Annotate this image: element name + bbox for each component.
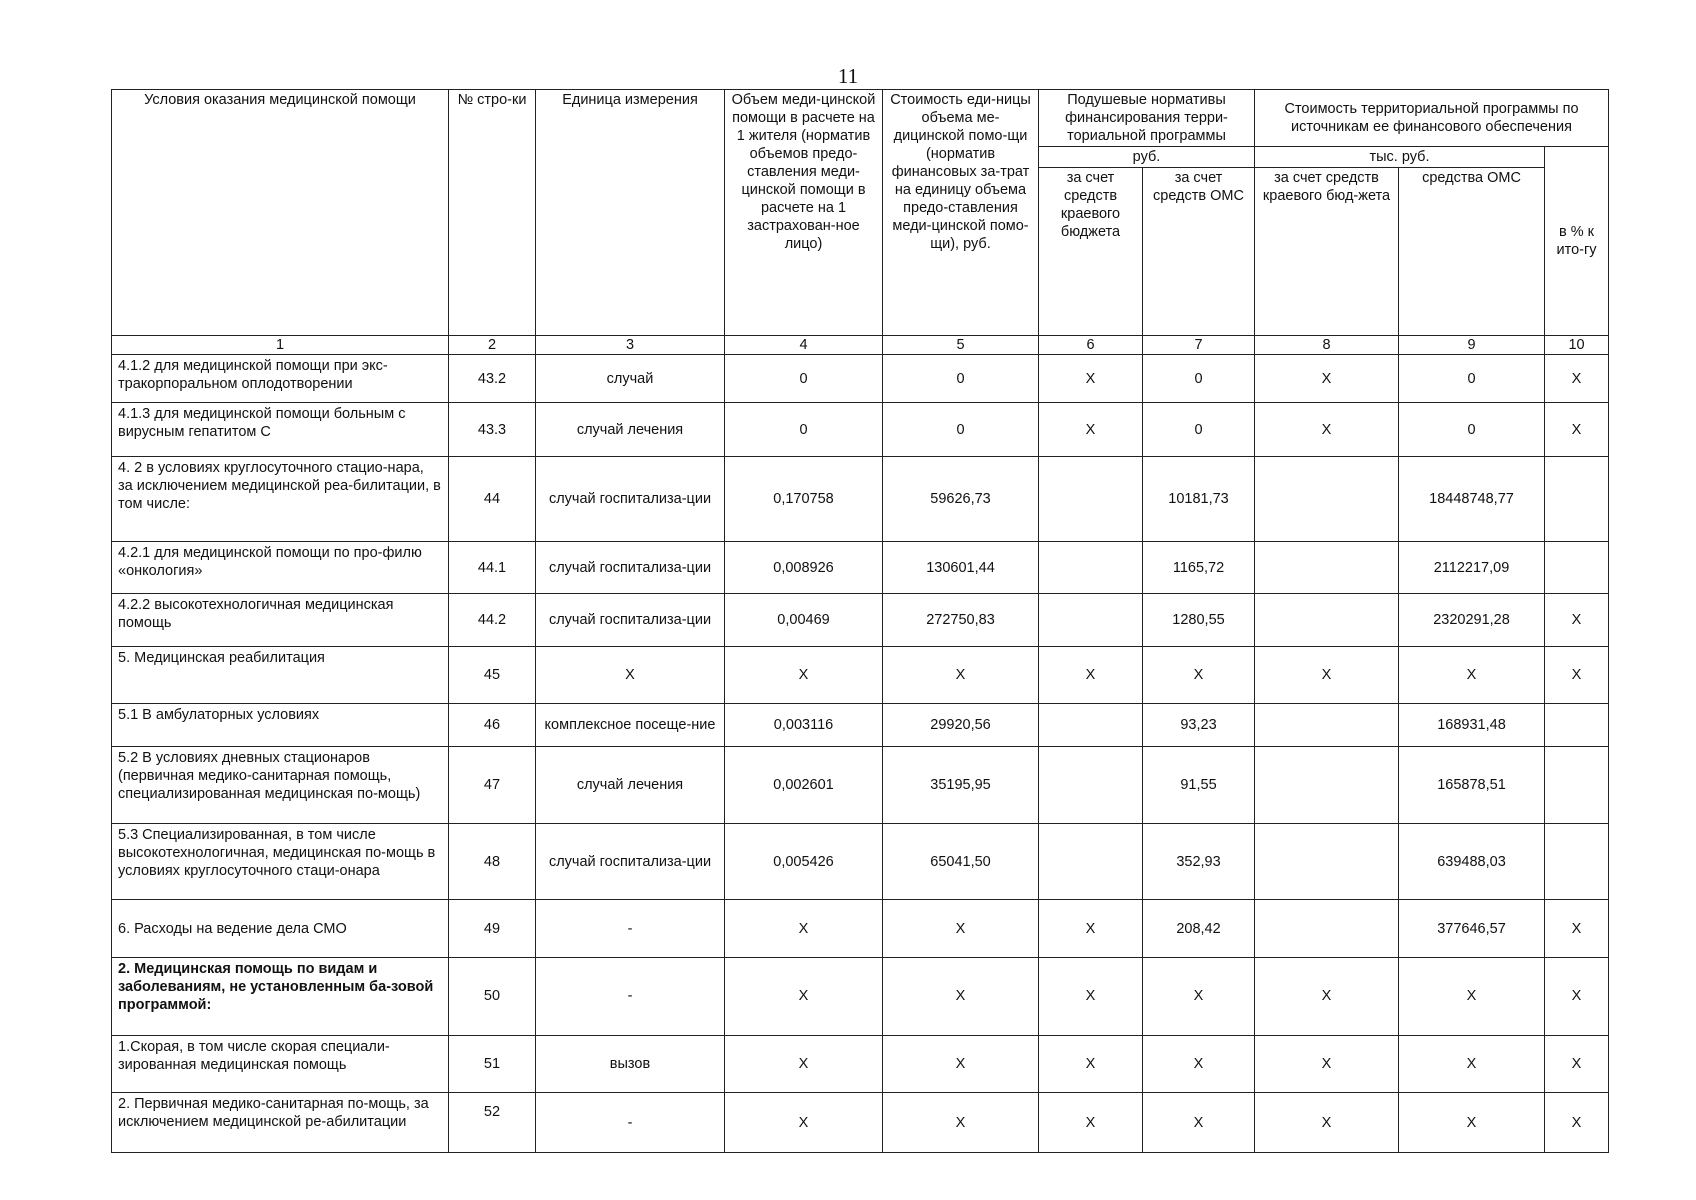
header-thous-rub: тыс. руб. xyxy=(1255,147,1545,168)
percent-cell xyxy=(1545,541,1609,594)
header-oms-funds: за счет средств ОМС xyxy=(1143,168,1255,336)
condition-cell: 5.2 В условиях дневных стационаров (первичная медико-санитарная помощь, специализированная медицинская по-мощь) xyxy=(112,746,449,823)
cost-cell: Х xyxy=(883,957,1039,1035)
regional-budget-rub-cell xyxy=(1039,541,1143,594)
column-number: 5 xyxy=(883,336,1039,355)
oms-rub-cell: 352,93 xyxy=(1143,823,1255,900)
table-row xyxy=(112,541,1609,594)
cost-cell: Х xyxy=(883,1035,1039,1093)
header-per-capita: Подушевые нормативы финансирования терри-ториальной программы xyxy=(1039,90,1255,147)
regional-budget-rub-cell: Х xyxy=(1039,1035,1143,1093)
percent-cell: Х xyxy=(1545,1035,1609,1093)
column-number: 4 xyxy=(725,336,883,355)
cost-cell: 59626,73 xyxy=(883,457,1039,542)
condition-cell: 4.2.1 для медицинской помощи по про-филю «онкология» xyxy=(112,541,449,594)
regional-budget-rub-cell: Х xyxy=(1039,403,1143,457)
header-regional-budget-thous: за счет средств краевого бюд-жета xyxy=(1255,168,1399,336)
regional-budget-thous-cell xyxy=(1255,541,1399,594)
cost-cell: Х xyxy=(883,1093,1039,1153)
column-number: 7 xyxy=(1143,336,1255,355)
oms-thous-cell: 0 xyxy=(1399,355,1545,403)
volume-cell: 0,002601 xyxy=(725,746,883,823)
header-unit: Единица измерения xyxy=(536,90,725,336)
volume-cell: Х xyxy=(725,646,883,704)
unit-cell: случай лечения xyxy=(536,403,725,457)
oms-rub-cell: 208,42 xyxy=(1143,900,1255,958)
percent-cell: Х xyxy=(1545,900,1609,958)
oms-rub-cell: Х xyxy=(1143,646,1255,704)
unit-cell: Х xyxy=(536,646,725,704)
unit-cell: случай лечения xyxy=(536,746,725,823)
regional-budget-thous-cell: Х xyxy=(1255,957,1399,1035)
table-row xyxy=(112,457,1609,542)
table-row xyxy=(112,823,1609,900)
oms-rub-cell: 10181,73 xyxy=(1143,457,1255,542)
oms-rub-cell: 91,55 xyxy=(1143,746,1255,823)
cost-cell: 35195,95 xyxy=(883,746,1039,823)
unit-cell: случай госпитализа-ции xyxy=(536,823,725,900)
cost-cell: Х xyxy=(883,900,1039,958)
regional-budget-rub-cell xyxy=(1039,704,1143,746)
cost-cell: Х xyxy=(883,646,1039,704)
oms-thous-cell: 639488,03 xyxy=(1399,823,1545,900)
condition-cell: 6. Расходы на ведение дела СМО xyxy=(112,900,449,958)
volume-cell: 0,008926 xyxy=(725,541,883,594)
condition-cell: 2. Первичная медико-санитарная по-мощь, за исключением медицинской ре-абилитации xyxy=(112,1093,449,1153)
condition-cell: 4. 2 в условиях круглосуточного стацио-нара, за исключением медицинской реа-билитации, в том числе: xyxy=(112,457,449,542)
regional-budget-thous-cell: Х xyxy=(1255,646,1399,704)
row-number-cell: 46 xyxy=(449,704,536,746)
table-row xyxy=(112,403,1609,457)
regional-budget-rub-cell: Х xyxy=(1039,1093,1143,1153)
header-conditions: Условия оказания медицинской помощи xyxy=(112,90,449,336)
regional-budget-thous-cell xyxy=(1255,594,1399,647)
table-row xyxy=(112,1035,1609,1093)
oms-thous-cell: 2320291,28 xyxy=(1399,594,1545,647)
percent-cell: Х xyxy=(1545,403,1609,457)
unit-cell: комплексное посеще-ние xyxy=(536,704,725,746)
oms-rub-cell: Х xyxy=(1143,1035,1255,1093)
oms-thous-cell: 377646,57 xyxy=(1399,900,1545,958)
regional-budget-rub-cell: Х xyxy=(1039,355,1143,403)
column-number: 2 xyxy=(449,336,536,355)
header-percent-total: в % к ито-гу xyxy=(1545,147,1609,336)
column-numbers-row xyxy=(112,336,1609,355)
unit-cell: случай госпитализа-ции xyxy=(536,594,725,647)
header-cost: Стоимость еди-ницы объема ме-дицинской помо-щи (норматив финансовых за-трат на единицу объема предо-ставления меди-цинской помо-щи), руб. xyxy=(883,90,1039,336)
regional-budget-thous-cell xyxy=(1255,900,1399,958)
cost-cell: 29920,56 xyxy=(883,704,1039,746)
regional-budget-rub-cell xyxy=(1039,457,1143,542)
oms-thous-cell: Х xyxy=(1399,957,1545,1035)
percent-cell: Х xyxy=(1545,355,1609,403)
volume-cell: 0,170758 xyxy=(725,457,883,542)
regional-budget-thous-cell: Х xyxy=(1255,1035,1399,1093)
program-cost-table xyxy=(111,89,1609,1153)
oms-thous-cell: Х xyxy=(1399,1093,1545,1153)
regional-budget-thous-cell xyxy=(1255,704,1399,746)
column-number: 10 xyxy=(1545,336,1609,355)
condition-cell: 5.3 Специализированная, в том числе высокотехнологичная, медицинская по-мощь в условиях круглосуточного стаци-онара xyxy=(112,823,449,900)
unit-cell: - xyxy=(536,1093,725,1153)
regional-budget-thous-cell: Х xyxy=(1255,355,1399,403)
condition-cell: 5.1 В амбулаторных условиях xyxy=(112,704,449,746)
row-number-cell: 50 xyxy=(449,957,536,1035)
oms-thous-cell: 165878,51 xyxy=(1399,746,1545,823)
row-number-cell: 43.3 xyxy=(449,403,536,457)
header-regional-budget: за счет средств краевого бюджета xyxy=(1039,168,1143,336)
regional-budget-rub-cell xyxy=(1039,823,1143,900)
header-oms-funds-thous: средства ОМС xyxy=(1399,168,1545,336)
percent-cell xyxy=(1545,457,1609,542)
table-row xyxy=(112,900,1609,958)
table-row xyxy=(112,957,1609,1035)
unit-cell: случай xyxy=(536,355,725,403)
table-row xyxy=(112,746,1609,823)
volume-cell: 0 xyxy=(725,355,883,403)
condition-cell: 4.2.2 высокотехнологичная медицинская помощь xyxy=(112,594,449,647)
row-number-cell: 44.2 xyxy=(449,594,536,647)
condition-cell: 5. Медицинская реабилитация xyxy=(112,646,449,704)
cost-cell: 0 xyxy=(883,355,1039,403)
condition-cell: 4.1.3 для медицинской помощи больным с вирусным гепатитом С xyxy=(112,403,449,457)
cost-cell: 272750,83 xyxy=(883,594,1039,647)
percent-cell: Х xyxy=(1545,957,1609,1035)
table-row xyxy=(112,646,1609,704)
condition-cell: 4.1.2 для медицинской помощи при экс-тракорпоральном оплодотворении xyxy=(112,355,449,403)
table-row xyxy=(112,594,1609,647)
cost-cell: 65041,50 xyxy=(883,823,1039,900)
oms-rub-cell: 0 xyxy=(1143,355,1255,403)
column-number: 8 xyxy=(1255,336,1399,355)
row-number-cell: 43.2 xyxy=(449,355,536,403)
oms-thous-cell: 18448748,77 xyxy=(1399,457,1545,542)
column-number: 3 xyxy=(536,336,725,355)
table-row xyxy=(112,1093,1609,1153)
row-number-cell: 44 xyxy=(449,457,536,542)
condition-cell: 2. Медицинская помощь по видам и заболеваниям, не установленным ба-зовой программой: xyxy=(112,957,449,1035)
regional-budget-rub-cell: Х xyxy=(1039,900,1143,958)
header-rub: руб. xyxy=(1039,147,1255,168)
percent-cell: Х xyxy=(1545,1093,1609,1153)
volume-cell: 0,00469 xyxy=(725,594,883,647)
row-number-cell: 47 xyxy=(449,746,536,823)
oms-rub-cell: 1165,72 xyxy=(1143,541,1255,594)
regional-budget-thous-cell: Х xyxy=(1255,1093,1399,1153)
regional-budget-thous-cell xyxy=(1255,746,1399,823)
table-row xyxy=(112,704,1609,746)
unit-cell: случай госпитализа-ции xyxy=(536,457,725,542)
oms-rub-cell: 93,23 xyxy=(1143,704,1255,746)
regional-budget-thous-cell xyxy=(1255,823,1399,900)
volume-cell: Х xyxy=(725,1035,883,1093)
volume-cell: 0,005426 xyxy=(725,823,883,900)
header-program-cost: Стоимость территориальной программы по источникам ее финансового обеспечения xyxy=(1255,90,1609,147)
unit-cell: - xyxy=(536,900,725,958)
volume-cell: Х xyxy=(725,957,883,1035)
oms-thous-cell: Х xyxy=(1399,646,1545,704)
oms-thous-cell: 168931,48 xyxy=(1399,704,1545,746)
condition-cell: 1.Скорая, в том числе скорая специали-зированная медицинская помощь xyxy=(112,1035,449,1093)
regional-budget-rub-cell xyxy=(1039,746,1143,823)
regional-budget-thous-cell: Х xyxy=(1255,403,1399,457)
percent-cell xyxy=(1545,746,1609,823)
volume-cell: Х xyxy=(725,900,883,958)
row-number-cell: 49 xyxy=(449,900,536,958)
regional-budget-thous-cell xyxy=(1255,457,1399,542)
oms-thous-cell: 2112217,09 xyxy=(1399,541,1545,594)
regional-budget-rub-cell: Х xyxy=(1039,646,1143,704)
column-number: 1 xyxy=(112,336,449,355)
percent-cell xyxy=(1545,823,1609,900)
percent-cell: Х xyxy=(1545,594,1609,647)
row-number-cell: 44.1 xyxy=(449,541,536,594)
volume-cell: 0,003116 xyxy=(725,704,883,746)
header-row-no: № стро-ки xyxy=(449,90,536,336)
regional-budget-rub-cell xyxy=(1039,594,1143,647)
volume-cell: 0 xyxy=(725,403,883,457)
unit-cell: вызов xyxy=(536,1035,725,1093)
percent-cell xyxy=(1545,704,1609,746)
column-number: 9 xyxy=(1399,336,1545,355)
row-number-cell: 52 xyxy=(449,1093,536,1153)
volume-cell: Х xyxy=(725,1093,883,1153)
oms-rub-cell: 1280,55 xyxy=(1143,594,1255,647)
percent-cell: Х xyxy=(1545,646,1609,704)
oms-rub-cell: 0 xyxy=(1143,403,1255,457)
oms-thous-cell: Х xyxy=(1399,1035,1545,1093)
oms-thous-cell: 0 xyxy=(1399,403,1545,457)
row-number-cell: 48 xyxy=(449,823,536,900)
regional-budget-rub-cell: Х xyxy=(1039,957,1143,1035)
header-volume: Объем меди-цинской помощи в расчете на 1 жителя (норматив объемов предо-ставления меди-цинской помощи в расчете на 1 застрахован-ное лицо) xyxy=(725,90,883,336)
cost-cell: 0 xyxy=(883,403,1039,457)
row-number-cell: 45 xyxy=(449,646,536,704)
oms-rub-cell: Х xyxy=(1143,1093,1255,1153)
page-number: 11 xyxy=(837,64,859,88)
oms-rub-cell: Х xyxy=(1143,957,1255,1035)
column-number: 6 xyxy=(1039,336,1143,355)
unit-cell: случай госпитализа-ции xyxy=(536,541,725,594)
unit-cell: - xyxy=(536,957,725,1035)
table-row xyxy=(112,355,1609,403)
cost-cell: 130601,44 xyxy=(883,541,1039,594)
row-number-cell: 51 xyxy=(449,1035,536,1093)
